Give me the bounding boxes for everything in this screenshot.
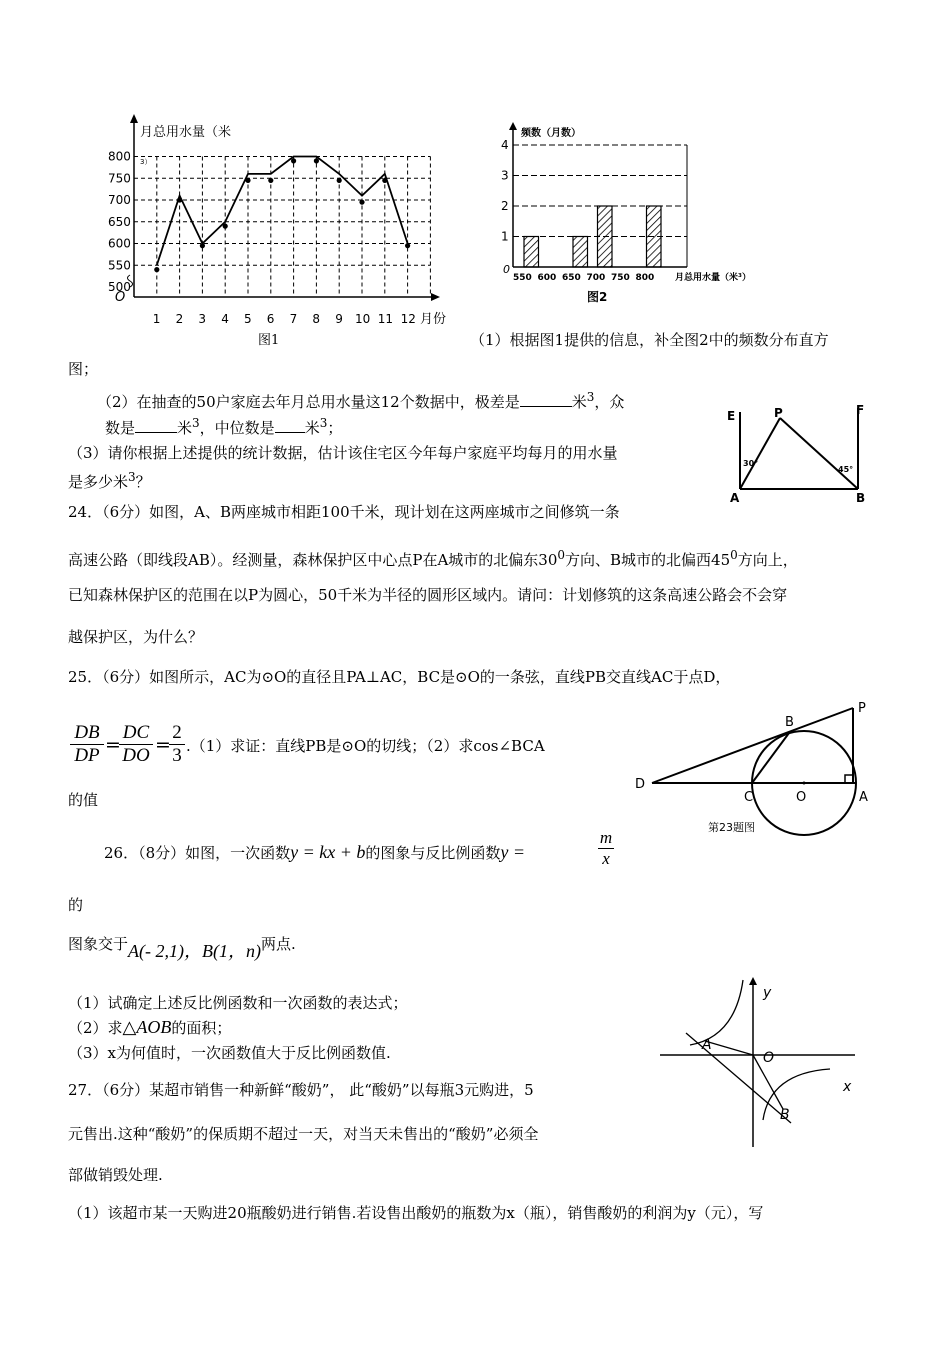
q26-line3: 图象交于A(- 2,1)，B(1，n)两点. [68, 935, 296, 961]
q27-line1: 27．（6分）某超市销售一种新鲜“酸奶”， 此“酸奶”以每瓶3元购进，5 [68, 1081, 534, 1099]
fig1-y-arrow [130, 114, 138, 123]
fig1-ytick-label: 500 [108, 280, 131, 294]
q24-angle-A: 30° [743, 459, 759, 468]
q26-sub2: （2）求△AOB的面积； [68, 1017, 232, 1037]
fig1-data-point [177, 197, 182, 202]
fig1-ytick-label: 700 [108, 193, 131, 207]
q26-origin-O: O [763, 1050, 775, 1066]
frac-m-x: $\frac{m}{x}$ [599, 828, 613, 868]
answer-blank-range[interactable] [520, 392, 572, 407]
q24-figure [725, 402, 875, 506]
q26-line2: 的 [68, 896, 84, 914]
q27-line3: 部做销毁处理. [68, 1166, 163, 1184]
fig1-ytick-label: 750 [108, 171, 131, 186]
fig2-ylabel: 频数（月数） [521, 128, 581, 139]
fig2-y-arrow [509, 122, 517, 130]
q23-part1-line2: 图； [68, 360, 99, 378]
fig2-xtick-label: 800 [635, 273, 655, 283]
fig2-xtick-label: 600 [537, 273, 557, 283]
q23-part3-line2: 是多少米$^3$？ [68, 470, 151, 491]
frac-DC-DO: $\frac{DC}{DO}$ [119, 722, 153, 767]
fig1-data-point [223, 224, 228, 229]
q24-line4: 越保护区，为什么？ [68, 628, 204, 646]
q24-label-B: B [856, 491, 866, 505]
fig2-bar [598, 206, 613, 267]
q26-point-B: B [780, 1107, 790, 1123]
q27-line2: 元售出.这种“酸奶”的保质期不超过一天，对当天未售出的“酸奶”必须全 [68, 1125, 539, 1143]
inverse-function-lhs: y = [500, 842, 526, 862]
q26-point-A: A [702, 1037, 712, 1053]
fig2-ytick-label: 3 [501, 168, 509, 183]
q24-angle-B: 45° [838, 465, 854, 474]
q23-part3-line1: （3）请你根据上述提供的统计数据，估计该住宅区今年每户家庭平均每月的用水量 [68, 444, 618, 462]
fig1-xtick-label: 2 [175, 312, 184, 326]
fig1-ylabel: 月总用水量（米 [140, 125, 232, 140]
fig1-xtick-label: 12 [400, 312, 416, 326]
q23-part2-line2: 数是 米$^3$，中位数是 米$^3$； [105, 416, 343, 437]
q25-line3: 的值 [68, 791, 99, 809]
fig1-xtick-label: 7 [289, 312, 298, 326]
q24-line1: 24．（6分）如图，A、B两座城市相距100千米，现计划在这两座城市之间修筑一条 [68, 503, 620, 521]
fig1-x-arrow [431, 293, 440, 301]
fig1-data-point [154, 267, 159, 272]
fig1-series-line [157, 157, 408, 266]
q25-label-D: D [635, 777, 646, 792]
fig2-ytick-label: 1 [501, 229, 509, 244]
q25-label-A: A [859, 790, 868, 805]
fig1-xtick-label: 11 [377, 312, 394, 326]
q26-axis-x: x [843, 1079, 852, 1095]
fig1-xtick-label: 1 [152, 312, 161, 326]
fig1-data-point [359, 200, 364, 205]
answer-blank-mode[interactable] [135, 418, 177, 433]
q24-line3: 已知森林保护区的范围在以P为圆心，50千米为半径的圆形区域内。请问：计划修筑的这条高速公路会不会穿 [68, 586, 788, 604]
fig1-ylabel-exp: 3） [140, 158, 152, 166]
figure-2-histogram [495, 120, 780, 310]
fig1-data-point [337, 178, 342, 183]
fig1-xtick-label: 8 [312, 312, 321, 326]
q25-label-O: O [796, 790, 807, 805]
fig2-ytick-label: 2 [501, 199, 509, 213]
fig1-xtick-label: 3 [198, 312, 207, 326]
fig1-data-line [157, 157, 408, 266]
q25-fig-caption: 第23题图 [708, 821, 755, 834]
q24-label-F: F [856, 403, 865, 417]
fig1-xtick-label: 10 [355, 312, 371, 326]
fig2-xtick-label: 650 [562, 273, 581, 283]
fig1-data-point [245, 178, 250, 183]
fig1-caption: 图1 [258, 333, 280, 348]
fig2-xtick-label: 550 [513, 273, 532, 283]
q26-sub3: （3）x为何值时，一次函数值大于反比例函数值. [68, 1044, 391, 1062]
fig1-xtick-label: 4 [221, 312, 229, 326]
fig2-bar [647, 206, 662, 267]
fig2-ytick-label: 4 [501, 138, 509, 152]
q26-axis-y: y [763, 985, 772, 1001]
fig2-xlabel: 月总用水量（米³） [675, 273, 751, 283]
q25-figure [630, 696, 880, 838]
fig1-ytick-label: 800 [108, 149, 131, 164]
linear-function-expr: y = kx + b [290, 842, 366, 862]
fig1-data-dots [154, 158, 410, 272]
figure-1-line-chart [100, 112, 460, 352]
fig1-ytick-label: 550 [108, 258, 131, 273]
fig1-ytick-label: 600 [108, 236, 131, 251]
fig1-xtick-label: 9 [335, 312, 343, 326]
q25-label-B: B [785, 715, 794, 730]
q26-figure [655, 975, 865, 1155]
fig1-origin: O [115, 290, 126, 305]
q24-label-E: E [727, 409, 736, 423]
q26-line1: 26．（8分）如图，一次函数y = kx + b的图象与反比例函数y = [104, 842, 526, 862]
q24-label-P: P [774, 406, 783, 420]
fig2-bar [573, 237, 588, 268]
fig1-xtick-label: 5 [244, 312, 252, 326]
fig1-tick-labels [108, 150, 416, 327]
q25-line1: 25．（6分）如图所示，AC为⊙O的直径且PA⊥AC，BC是⊙O的一条弦，直线PB交直线AC于点D， [68, 668, 731, 686]
q25-label-C: C [744, 790, 754, 805]
fig2-bar [524, 237, 539, 268]
fig2-caption: 图2 [587, 290, 608, 304]
fig2-xtick-label: 750 [611, 273, 630, 283]
fig2-origin: 0 [503, 263, 510, 276]
q26-sub1: （1）试确定上述反比例函数和一次函数的表达式； [68, 994, 408, 1012]
fig2-xtick-label: 700 [586, 273, 606, 283]
q25-label-P: P [858, 701, 866, 716]
intersection-points: A(- 2,1)，B(1，n) [128, 941, 261, 961]
q24-line2: 高速公路（即线段AB）。经测量，森林保护区中心点P在A城市的北偏东$30^0$方向、B城市的北偏西$45^0$方向上， [68, 548, 798, 569]
frac-DB-DP: $\frac{DB}{DP}$ [70, 722, 104, 767]
fig1-xtick-label: 6 [266, 312, 275, 326]
fig1-xlabel: 月份 [420, 312, 447, 327]
q25-line2-text: .（1）求证：直线PB是⊙O的切线；（2）求cos∠BCA [186, 737, 545, 755]
q23-part1-line1: （1）根据图1提供的信息，补全图2中的频数分布直方 [470, 331, 829, 349]
fig1-data-point [200, 243, 205, 248]
fig1-ytick-label: 650 [108, 214, 131, 229]
fig1-data-point [382, 178, 387, 183]
q24-label-A: A [730, 491, 740, 505]
q27-line4: （1）该超市某一天购进20瓶酸奶进行销售.若设售出酸奶的瓶数为x（瓶），销售酸奶的利润为y（元），写 [68, 1204, 764, 1222]
fig1-data-point [268, 178, 273, 183]
fig1-axes [128, 114, 441, 301]
q23-part2-line1: （2）在抽查的50户家庭去年月总用水量这12个数据中，极差是 米$^3$，众 [97, 390, 625, 411]
answer-blank-median[interactable] [275, 418, 305, 433]
frac-2-3: $\frac{2}{3}$ [169, 722, 185, 767]
fig1-data-point [314, 158, 319, 163]
fig1-data-point [405, 243, 410, 248]
fig1-data-point [291, 158, 296, 163]
